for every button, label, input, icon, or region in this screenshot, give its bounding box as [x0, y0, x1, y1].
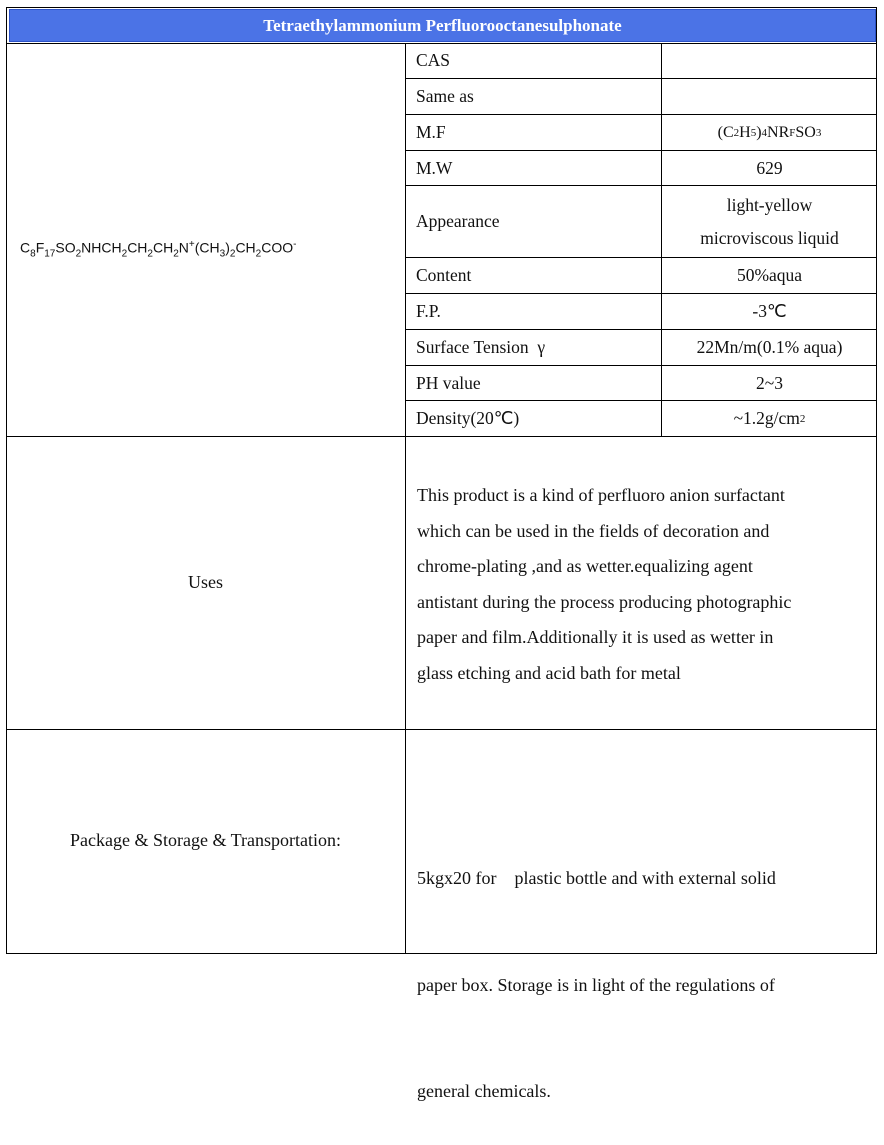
property-value-mf: (C 2 H 5 ) 4 NR F SO 3 [717, 123, 822, 141]
property-value-fp: -3℃ [752, 301, 787, 321]
property-label-density: Density(20℃) [416, 408, 520, 428]
property-value-cas [662, 43, 877, 78]
property-label-mf: M.F [416, 122, 446, 142]
property-label-cas: CAS [416, 50, 451, 70]
package-label: Package & Storage & Transportation: [70, 830, 341, 850]
table-title: Tetraethylammonium Perfluorooctanesulphonate [9, 9, 876, 42]
property-label-content: Content [416, 265, 472, 285]
property-value-mw: 629 [756, 157, 783, 178]
property-label-same-as: Same as [416, 86, 474, 106]
property-value-surface-tension: 22Mn/m(0.1% aqua) [696, 337, 843, 357]
package-description: 5kgx20 for plastic bottle and with external solid paper box. Storage is in light of the regulations of general chemicals. [417, 868, 776, 1101]
divider [6, 729, 877, 730]
property-label-ph: PH value [416, 372, 481, 393]
property-label-surface-tension: Surface Tension γ [416, 337, 546, 357]
uses-label: Uses [188, 572, 223, 592]
property-label-mw: M.W [416, 157, 453, 178]
property-label-appearance: Appearance [416, 211, 500, 231]
property-value-appearance: light-yellow microviscous liquid [700, 194, 839, 248]
property-label-fp: F.P. [416, 301, 441, 321]
uses-description: This product is a kind of perfluoro anion surfactant which can be used in the fields of decoration and chrome-plating ,and as wetter.equalizing agent antistant during the process producing photographic paper and film.Additionally it is used as wetter in glass etching and acid bath for metal [417, 485, 792, 683]
property-value-ph: 2~3 [756, 372, 783, 393]
divider [6, 436, 877, 437]
property-value-density: ~1.2g/cm 2 [733, 408, 806, 428]
property-value-same-as [662, 79, 877, 114]
property-value-content: 50%aqua [736, 265, 803, 285]
structure-formula: $C_8F_{17}SO_2NHCH_2CH_2CH_2N^+(CH_3)_2CH_2COO^-$ [20, 239, 297, 260]
